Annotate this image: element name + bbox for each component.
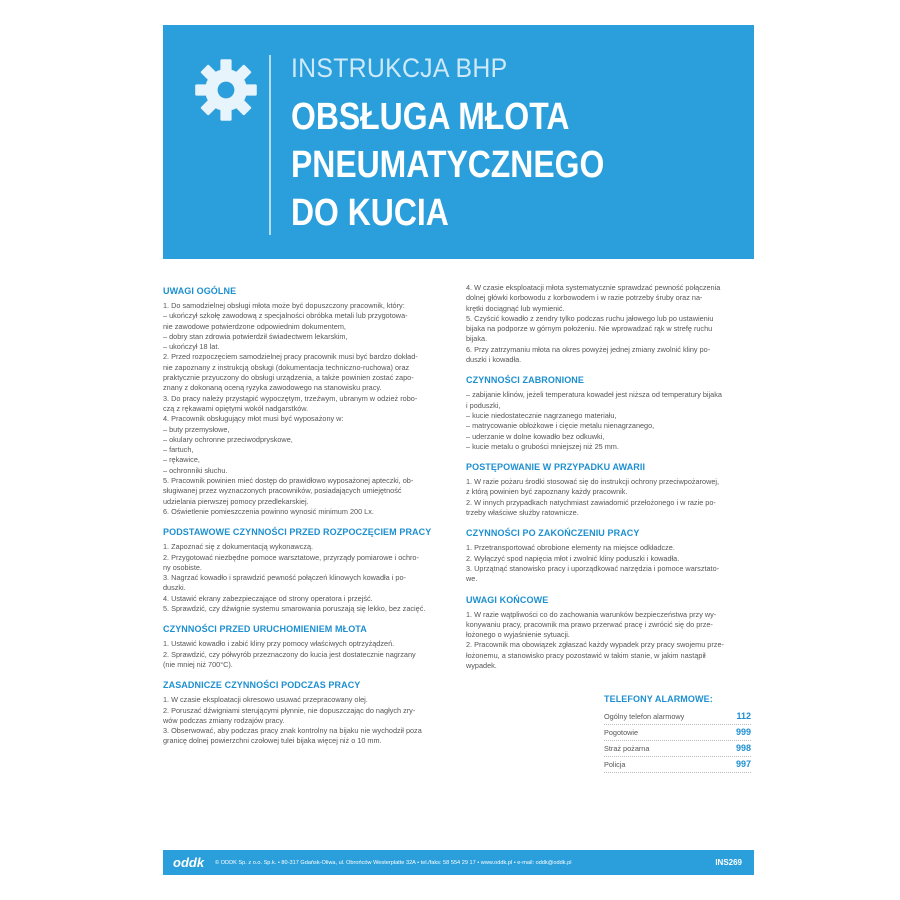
instruction-line: 3. Obserwować, aby podczas pracy znak kontrolny na bijaku nie wychodził poza xyxy=(163,726,422,736)
instruction-line: z którą powinien być zapoznany każdy pracownik. xyxy=(466,487,628,497)
instruction-line: 3. Uprzątnąć stanowisko pracy i uporządkować narzędzia i pomoce warsztato- xyxy=(466,563,720,573)
header-banner xyxy=(163,25,754,259)
instruction-line: 5. Sprawdzić, czy dźwignie systemu smarowania poruszają się lekko, bez zacięć. xyxy=(163,604,426,614)
instruction-line: 1. Ustawić kowadło i zabić kliny przy pomocy właściwych optrzyżądzeń. xyxy=(163,639,395,649)
instruction-line: – matrycowanie obłożkowe i cięcie metalu nienagrzanego, xyxy=(466,421,655,431)
instruction-line: trzeby właściwe służby ratownicze. xyxy=(466,508,579,518)
phone-label: Pogotowie xyxy=(604,728,639,738)
instruction-line: nie zapoznany z instrukcją obsługi (dokumentacja techniczno-ruchowa) oraz xyxy=(163,362,410,372)
instruction-line: sługiwanej przez wyznaczonych pracowników, posiadających umiejętność xyxy=(163,486,402,496)
instruction-line: wów podczas zmiany rodzajów pracy. xyxy=(163,715,285,725)
oddk-logo: oddk xyxy=(173,855,205,870)
section-heading: CZYNNOŚCI PO ZAKOŃCZENIU PRACY xyxy=(466,528,640,539)
phone-label: Ogólny telefon alarmowy xyxy=(604,712,685,722)
section-heading: POSTĘPOWANIE W PRZYPADKU AWARII xyxy=(466,462,646,473)
instruction-line: 1. Zapoznać się z dokumentacją wykonawczą. xyxy=(163,542,314,552)
instruction-line: dolnej główki korbowodu z korbowodem i w razie potrzeby śruby oraz na- xyxy=(466,293,703,303)
instruction-line: – fartuch, xyxy=(163,445,194,455)
phone-row xyxy=(604,725,751,741)
section-heading: CZYNNOŚCI PRZED URUCHOMIENIEM MŁOTA xyxy=(163,624,367,635)
gear-icon xyxy=(191,55,261,125)
title-line: PNEUMATYCZNEGO xyxy=(291,144,605,186)
instruction-line: 2. Pracownik ma obowiązek zgłaszać każdy wypadek przy pracy swojemu prze- xyxy=(466,640,724,650)
instruction-line: wypadek. xyxy=(466,661,497,671)
instruction-line: – zabijanie klinów, jeżeli temperatura kowadeł jest niższa od temperatury bijaka xyxy=(466,390,722,400)
phone-row xyxy=(604,757,751,773)
section-heading: ZASADNICZE CZYNNOŚCI PODCZAS PRACY xyxy=(163,680,361,691)
instruction-line: – ukończył 18 lat. xyxy=(163,342,220,352)
instruction-line: 5. Czyścić kowadło z zendry tylko podczas ruchu jałowego lub po ustawieniu xyxy=(466,313,714,323)
instruction-line: duszki i kowadła. xyxy=(466,355,522,365)
instruction-line: 3. Nagrzać kowadło i sprawdzić pewność połączeń klinowych kowadła i po- xyxy=(163,573,406,583)
instruction-line: – dobry stan zdrowia potwierdził świadectwem lekarskim, xyxy=(163,331,348,341)
instruction-line: 2. Wyłączyć spod napięcia młot i zwolnić kliny poduszki i kowadła. xyxy=(466,553,680,563)
phone-number: 112 xyxy=(736,711,751,722)
document-title xyxy=(291,93,644,237)
phone-label: Straż pożarna xyxy=(604,744,650,754)
phones-heading: TELEFONY ALARMOWE: xyxy=(604,694,713,705)
document-page xyxy=(163,25,754,875)
document-type: INSTRUKCJA BHP xyxy=(291,53,508,83)
instruction-line: – okulary ochronne przeciwodpryskowe, xyxy=(163,434,293,444)
instruction-line: – uderzanie w dolne kowadło bez odkuwki, xyxy=(466,431,605,441)
instruction-line: we. xyxy=(466,574,478,584)
instruction-line: – ukończył szkołę zawodową z specjalności obróbka metali lub przygotowa- xyxy=(163,311,408,321)
left-column xyxy=(163,283,447,747)
instruction-line: 1. Do samodzielnej obsługi młota może być dopuszczony pracownik, który: xyxy=(163,301,405,310)
document-code: INS269 xyxy=(715,858,742,867)
footer-bar xyxy=(163,850,754,875)
section-heading: UWAGI OGÓLNE xyxy=(163,286,237,296)
instruction-line: czą z rękawami opiętymi wokół nadgarstków. xyxy=(163,403,309,413)
instruction-line: granicę dolnej powierzchni czołowej tulei bijaka więcej niż o 10 mm. xyxy=(163,736,382,746)
instruction-line: krętki dociągnąć lub wymienić. xyxy=(466,303,565,313)
phone-row xyxy=(604,741,751,757)
instruction-line: 2. Poruszać dźwigniami sterującymi płynnie, nie dopuszczając do nagłych zry- xyxy=(163,705,416,715)
instruction-line: znany z dokonaną oceną ryzyka zawodowego na stanowisku pracy. xyxy=(163,383,382,393)
instruction-line: 1. W razie wątpliwości co do zachowania warunków bezpieczeństwa przy wy- xyxy=(466,609,717,619)
instruction-line: 1. W czasie eksploatacji okresowo usuwać przepracowany olej. xyxy=(163,695,368,705)
instruction-line: (nie mniej niż 700°C). xyxy=(163,659,233,669)
instruction-line: 6. Oświetlenie pomieszczenia powinno wynosić minimum 200 Lx. xyxy=(163,506,374,516)
phone-number: 999 xyxy=(735,727,751,738)
emergency-phones xyxy=(604,693,751,773)
instruction-line: 4. Ustawić ekrany zabezpieczające od strony operatora i przejść. xyxy=(163,593,373,603)
footer-contact: © ODDK Sp. z o.o. Sp.k. • 80-317 Gdańsk-Oliwa, ul. Obrońców Westerplatte 32A • tel./faks: 58 554 29 17 • www.oddk.pl • e-mail: oddk@oddk.pl xyxy=(215,859,572,866)
instruction-line: 1. W razie pożaru środki stosować się do instrukcji ochrony przeciwpożarowej, xyxy=(466,477,720,487)
instruction-line: 4. W czasie eksploatacji młota systematycznie sprawdzać pewność połączenia xyxy=(466,283,721,292)
instruction-line: 4. Pracownik obsługujący młot musi być wyposażony w: xyxy=(163,414,344,424)
instruction-line: 2. Przed rozpoczęciem samodzielnej pracy pracownik musi być bardzo dokład- xyxy=(163,352,418,362)
instruction-line: – kucie metalu o grubości mniejszej niż 25 mm. xyxy=(466,441,619,451)
instruction-line: duszki. xyxy=(163,583,186,593)
phone-number: 998 xyxy=(735,743,751,754)
instruction-line: – ochronniki słuchu. xyxy=(163,465,228,475)
instruction-line: 5. Pracownik powinien mieć dostęp do prawidłowo wyposażonej apteczki, ob- xyxy=(163,476,414,486)
instruction-line: i poduszki, xyxy=(466,400,501,410)
instruction-line: – buty przemysłowe, xyxy=(163,424,230,434)
instruction-line: 2. Sprawdzić, czy półwyrób przeznaczony do kucia jest dostatecznie nagrzany xyxy=(163,649,416,659)
section-heading: CZYNNOŚCI ZABRONIONE xyxy=(466,375,585,386)
instruction-line: bijaka. xyxy=(466,334,488,344)
section-heading: UWAGI KOŃCOWE xyxy=(466,594,549,605)
header-divider xyxy=(269,55,271,235)
instruction-line: 1. Przetransportować obrobione elementy na miejsce odkładcze. xyxy=(466,543,675,553)
instruction-line: 6. Przy zatrzymaniu młota na okres powyżej jednej zmiany zwolnić kliny po- xyxy=(466,344,711,354)
phone-label: Policja xyxy=(604,760,626,770)
instruction-line: – rękawice, xyxy=(163,455,200,465)
phone-number: 997 xyxy=(735,759,751,770)
instruction-line: łożonego o wyjaśnienie sytuacji. xyxy=(466,630,570,640)
instruction-line: 2. Przygotować niezbędne pomoce warsztatowe, przyrządy pomiarowe i ochro- xyxy=(163,552,419,562)
instruction-line: nie zawodowe potwierdzone odpowiednim dokumentem, xyxy=(163,321,346,331)
instruction-line: udzielania pierwszej pomocy przedlekarskiej. xyxy=(163,496,309,506)
instruction-line: 2. W innych przypadkach natychmiast zawiadomić przełożonego i w razie po- xyxy=(466,497,716,507)
instruction-line: – kucie niedostatecznie nagrzanego materiału, xyxy=(466,410,617,420)
instruction-line: ny osobiste. xyxy=(163,562,202,572)
title-line: OBSŁUGA MŁOTA xyxy=(291,96,570,138)
instruction-line: 3. Do pracy należy przystąpić wypoczętym, trzeźwym, ubranym w odzież robo- xyxy=(163,393,418,403)
title-line: DO KUCIA xyxy=(291,192,449,234)
phone-row xyxy=(604,709,751,725)
section-heading: PODSTAWOWE CZYNNOŚCI PRZED ROZPOCZĘCIEM PRACY xyxy=(163,527,432,538)
instruction-line: konywaniu pracy, pracownik ma prawo przerwać pracę i zwrócić się do prze- xyxy=(466,619,713,629)
right-column xyxy=(466,283,750,773)
instruction-line: łożonemu, a stanowisko pracy pozostawić w takim stanie, w jakim nastąpił xyxy=(466,650,706,660)
instruction-line: bijaka na podporze w górnym położeniu. Nie wprowadzać rąk w strefę ruchu xyxy=(466,324,713,334)
instruction-line: praktycznie przyuczony do obsługi urządzenia, a także powinien zostać zapo- xyxy=(163,373,414,383)
